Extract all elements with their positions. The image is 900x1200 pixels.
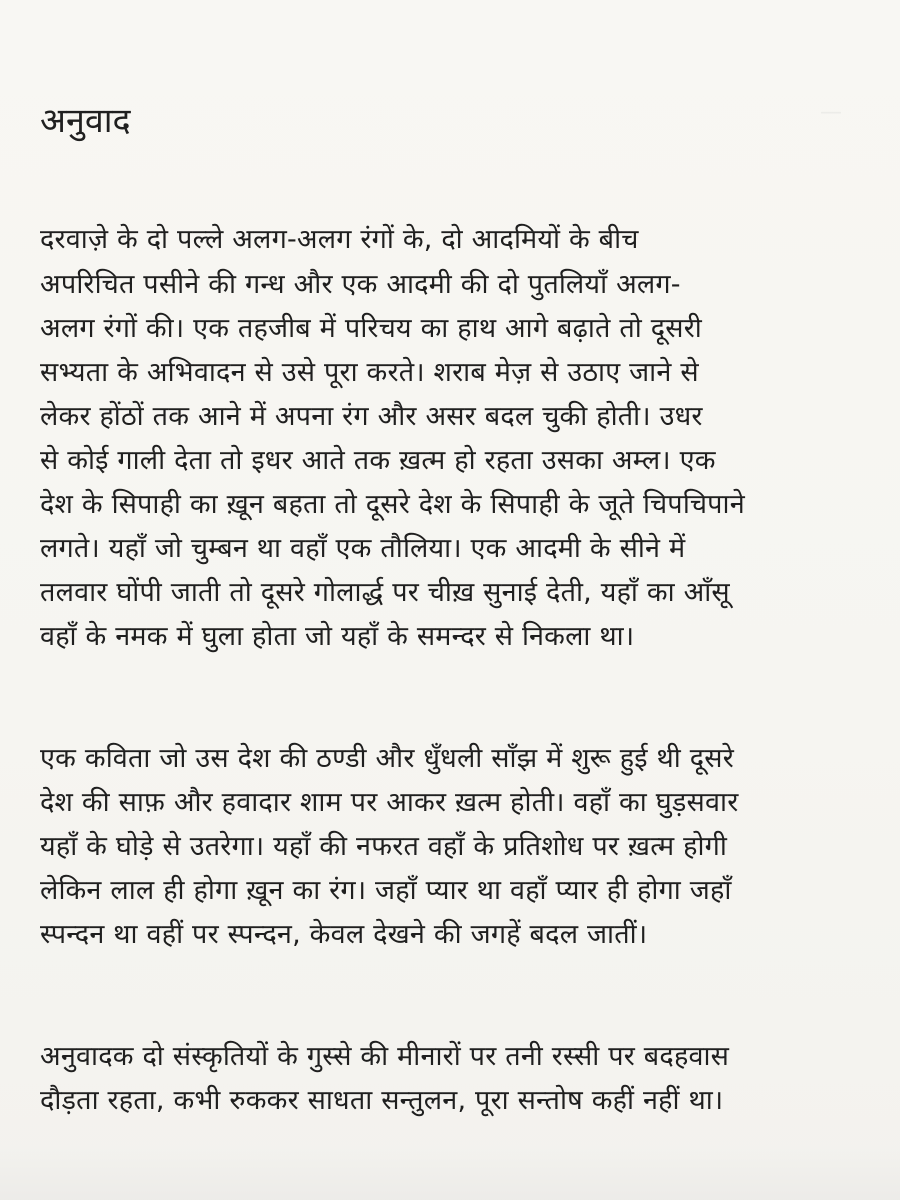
paragraph-3-line-1: अनुवादक दो संस्कृतियों के गुस्से की मीनारों पर तनी रस्सी पर बदहवास bbox=[40, 1041, 730, 1072]
page-title: अनुवाद bbox=[40, 101, 131, 141]
page-bleedthrough-mark: — bbox=[820, 100, 842, 125]
paragraph-3-line-2: दौड़ता रहता, कभी रुककर साधता सन्तुलन, पूरा सन्तोष कहीं नहीं था। bbox=[40, 1085, 724, 1116]
paragraph-2-line-2: देश की साफ़ और हवादार शाम पर आकर ख़त्म होती। वहाँ का घुड़सवार bbox=[40, 787, 739, 818]
paragraph-1-line-10: वहाँ के नमक में घुला होता जो यहाँ के समन्दर से निकला था। bbox=[40, 621, 635, 652]
paragraph-1-line-4: सभ्यता के अभिवादन से उसे पूरा करते। शराब मेज़ से उठाए जाने से bbox=[40, 357, 699, 388]
paragraph-1-line-8: लगते। यहाँ जो चुम्बन था वहाँ एक तौलिया। एक आदमी के सीने में bbox=[40, 533, 686, 564]
paragraph-2-line-5: स्पन्दन था वहीं पर स्पन्दन, केवल देखने की जगहें बदल जातीं। bbox=[40, 919, 648, 950]
page-bottom-shadow bbox=[0, 1145, 900, 1200]
paragraph-2-line-1: एक कविता जो उस देश की ठण्डी और धुँधली साँझ में शुरू हुई थी दूसरे bbox=[40, 743, 734, 774]
paragraph-1-line-1: दरवाज़े के दो पल्ले अलग-अलग रंगों के, दो आदमियों के बीच bbox=[40, 224, 639, 255]
paragraph-1-line-7: देश के सिपाही का ख़ून बहता तो दूसरे देश के सिपाही के जूते चिपचिपाने bbox=[40, 489, 745, 520]
paragraph-1-line-2: अपरिचित पसीने की गन्ध और एक आदमी की दो पुतलियाँ अलग- bbox=[40, 269, 681, 300]
paragraph-1-line-5: लेकर होंठों तक आने में अपना रंग और असर बदल चुकी होती। उधर bbox=[40, 401, 703, 432]
paragraph-1-line-9: तलवार घोंपी जाती तो दूसरे गोलार्द्ध पर चीख़ सुनाई देती, यहाँ का आँसू bbox=[40, 577, 730, 608]
paragraph-2-line-3: यहाँ के घोड़े से उतरेगा। यहाँ की नफरत वहाँ के प्रतिशोध पर ख़त्म होगी bbox=[40, 831, 728, 862]
paragraph-1-line-6: से कोई गाली देता तो इधर आते तक ख़त्म हो रहता उसका अम्ल। एक bbox=[40, 445, 716, 476]
paragraph-1-line-3: अलग रंगों की। एक तहजीब में परिचय का हाथ आगे बढ़ाते तो दूसरी bbox=[40, 313, 703, 344]
paragraph-2-line-4: लेकिन लाल ही होगा ख़ून का रंग। जहाँ प्यार था वहाँ प्यार ही होगा जहाँ bbox=[40, 875, 732, 906]
